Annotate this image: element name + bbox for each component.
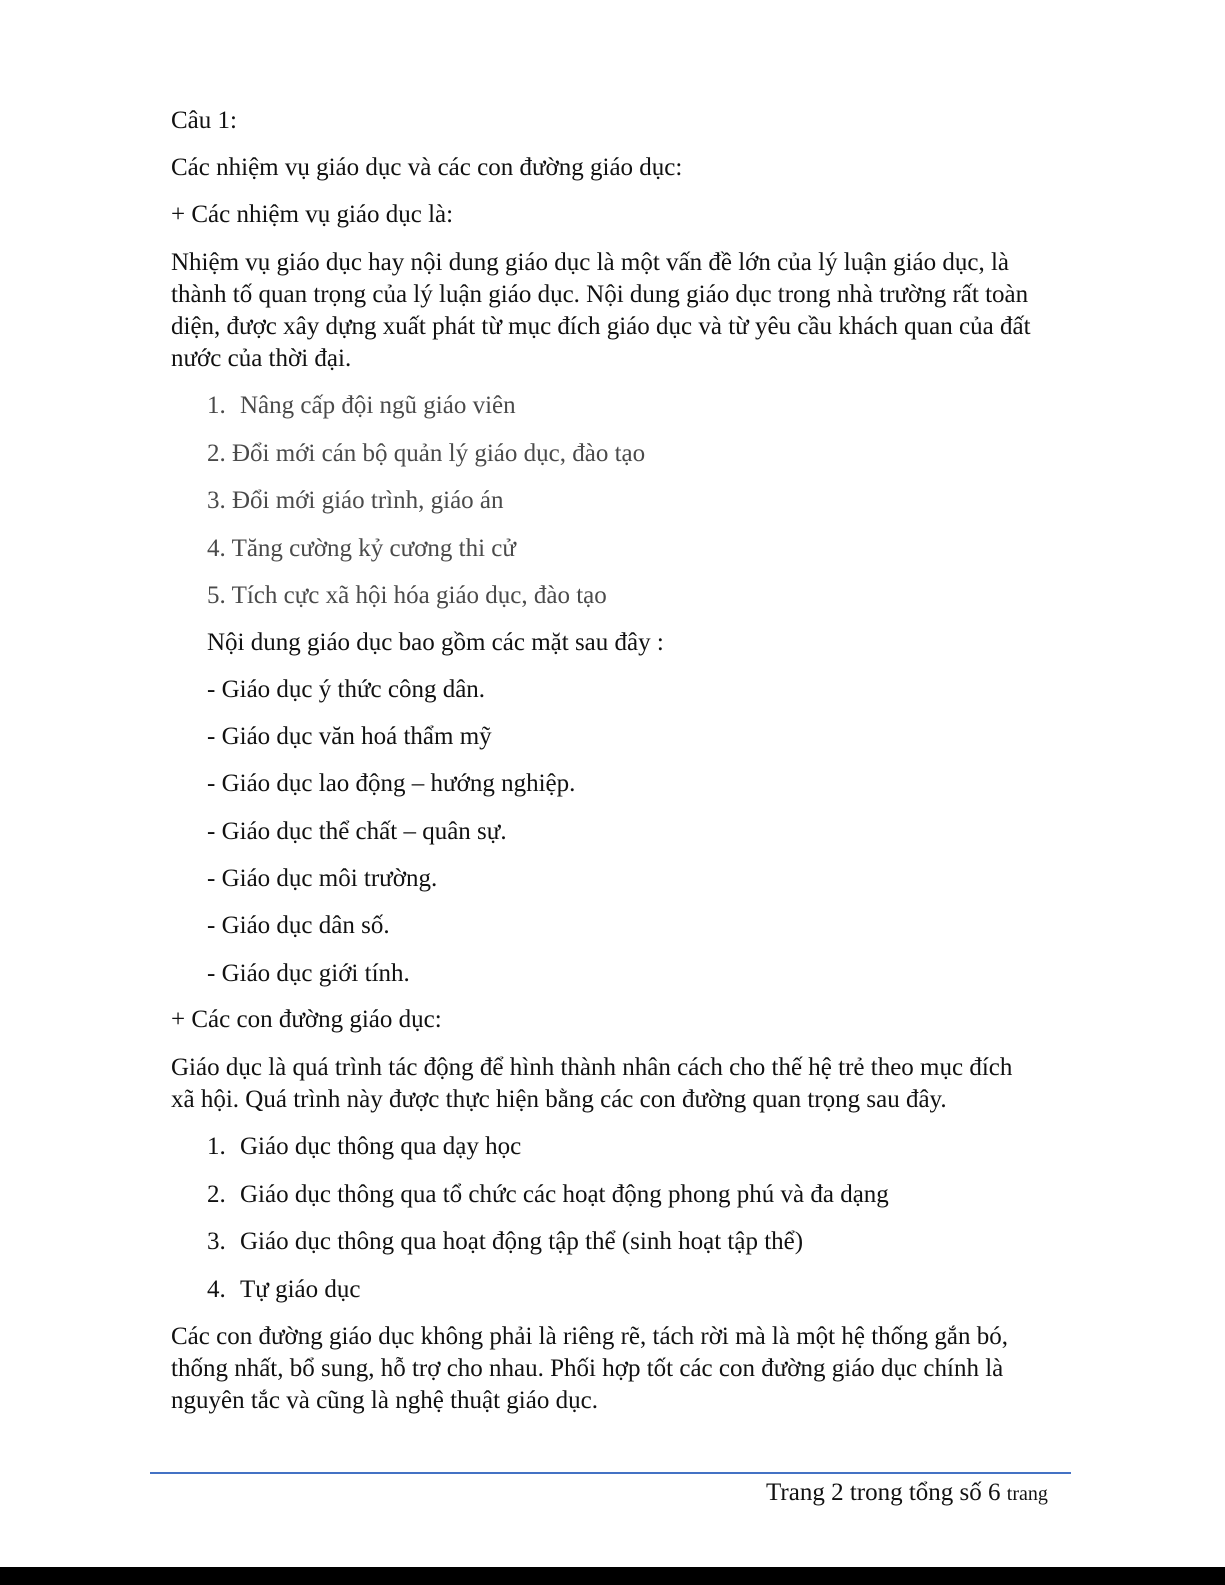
task-number: 5.	[207, 582, 226, 609]
paragraph-line: Nhiệm vụ giáo dục hay nội dung giáo dục là một vấn đề lớn của lý luận giáo dục, là	[171, 249, 1010, 276]
page-bottom-edge	[0, 1567, 1225, 1585]
task-text: Đổi mới cán bộ quản lý giáo dục, đào tạo	[232, 440, 646, 467]
task-text: Đổi mới giáo trình, giáo án	[232, 487, 504, 514]
content-item: - Giáo dục văn hoá thẩm mỹ	[207, 723, 492, 750]
page-number-text: Trang 2 trong tổng số 6	[766, 1479, 1001, 1506]
path-item	[207, 1226, 803, 1258]
page-footer	[766, 1477, 1048, 1510]
task-item	[207, 485, 504, 517]
content-item: - Giáo dục ý thức công dân.	[207, 676, 486, 703]
path-text: Giáo dục thông qua hoạt động tập thể (sinh hoạt tập thể)	[240, 1228, 804, 1255]
path-item	[207, 1274, 360, 1306]
question-heading: Câu 1:	[171, 107, 237, 134]
path-item	[207, 1179, 889, 1211]
paragraph-line: diện, được xây dựng xuất phát từ mục đích giáo dục và từ yêu cầu khách quan của đất	[171, 313, 1031, 340]
task-item	[207, 580, 607, 612]
section1-paragraph	[171, 247, 1071, 375]
task-text: Tích cực xã hội hóa giáo dục, đào tạo	[231, 582, 607, 609]
task-text: Nâng cấp đội ngũ giáo viên	[240, 392, 516, 419]
paragraph-line: nguyên tắc và cũng là nghệ thuật giáo dục.	[171, 1387, 598, 1414]
paragraph-line: Giáo dục là quá trình tác động để hình thành nhân cách cho thế hệ trẻ theo mục đích	[171, 1054, 1013, 1081]
content-item: - Giáo dục giới tính.	[207, 960, 410, 987]
path-text: Giáo dục thông qua tổ chức các hoạt động phong phú và đa dạng	[240, 1181, 889, 1208]
intro-line: Các nhiệm vụ giáo dục và các con đường giáo dục:	[171, 154, 683, 181]
path-text: Tự giáo dục	[240, 1276, 361, 1303]
section2-title: + Các con đường giáo dục:	[171, 1006, 442, 1033]
task-number: 2.	[207, 440, 226, 467]
content-item: - Giáo dục thể chất – quân sự.	[207, 818, 507, 845]
task-item	[207, 390, 516, 422]
section1-title: + Các nhiệm vụ giáo dục là:	[171, 201, 454, 228]
content-intro: Nội dung giáo dục bao gồm các mặt sau đây :	[207, 629, 664, 656]
path-number: 3.	[207, 1228, 226, 1255]
section2-paragraph	[171, 1052, 1071, 1116]
page-number-suffix: trang	[1006, 1483, 1048, 1505]
paragraph-line: thành tố quan trọng của lý luận giáo dục. Nội dung giáo dục trong nhà trường rất toàn	[171, 281, 1029, 308]
paragraph-line: xã hội. Quá trình này được thực hiện bằng các con đường quan trọng sau đây.	[171, 1086, 947, 1113]
path-number: 2.	[207, 1181, 226, 1208]
paragraph-line: Các con đường giáo dục không phải là riêng rẽ, tách rời mà là một hệ thống gắn bó,	[171, 1323, 1008, 1350]
task-item	[207, 533, 516, 565]
task-item	[207, 438, 645, 470]
content-item: - Giáo dục lao động – hướng nghiệp.	[207, 770, 576, 797]
path-item	[207, 1131, 521, 1163]
task-text: Tăng cường kỷ cương thi cử	[231, 535, 516, 562]
task-number: 1.	[207, 392, 226, 419]
content-item: - Giáo dục môi trường.	[207, 865, 438, 892]
path-number: 4.	[207, 1276, 226, 1303]
task-number: 4.	[207, 535, 226, 562]
path-number: 1.	[207, 1133, 226, 1160]
closing-paragraph	[171, 1321, 1071, 1417]
path-text: Giáo dục thông qua dạy học	[240, 1133, 522, 1160]
footer-divider	[150, 1472, 1071, 1474]
content-item: - Giáo dục dân số.	[207, 912, 390, 939]
paragraph-line: nước của thời đại.	[171, 345, 352, 372]
task-number: 3.	[207, 487, 226, 514]
paragraph-line: thống nhất, bổ sung, hỗ trợ cho nhau. Phối hợp tốt các con đường giáo dục chính là	[171, 1355, 1004, 1382]
